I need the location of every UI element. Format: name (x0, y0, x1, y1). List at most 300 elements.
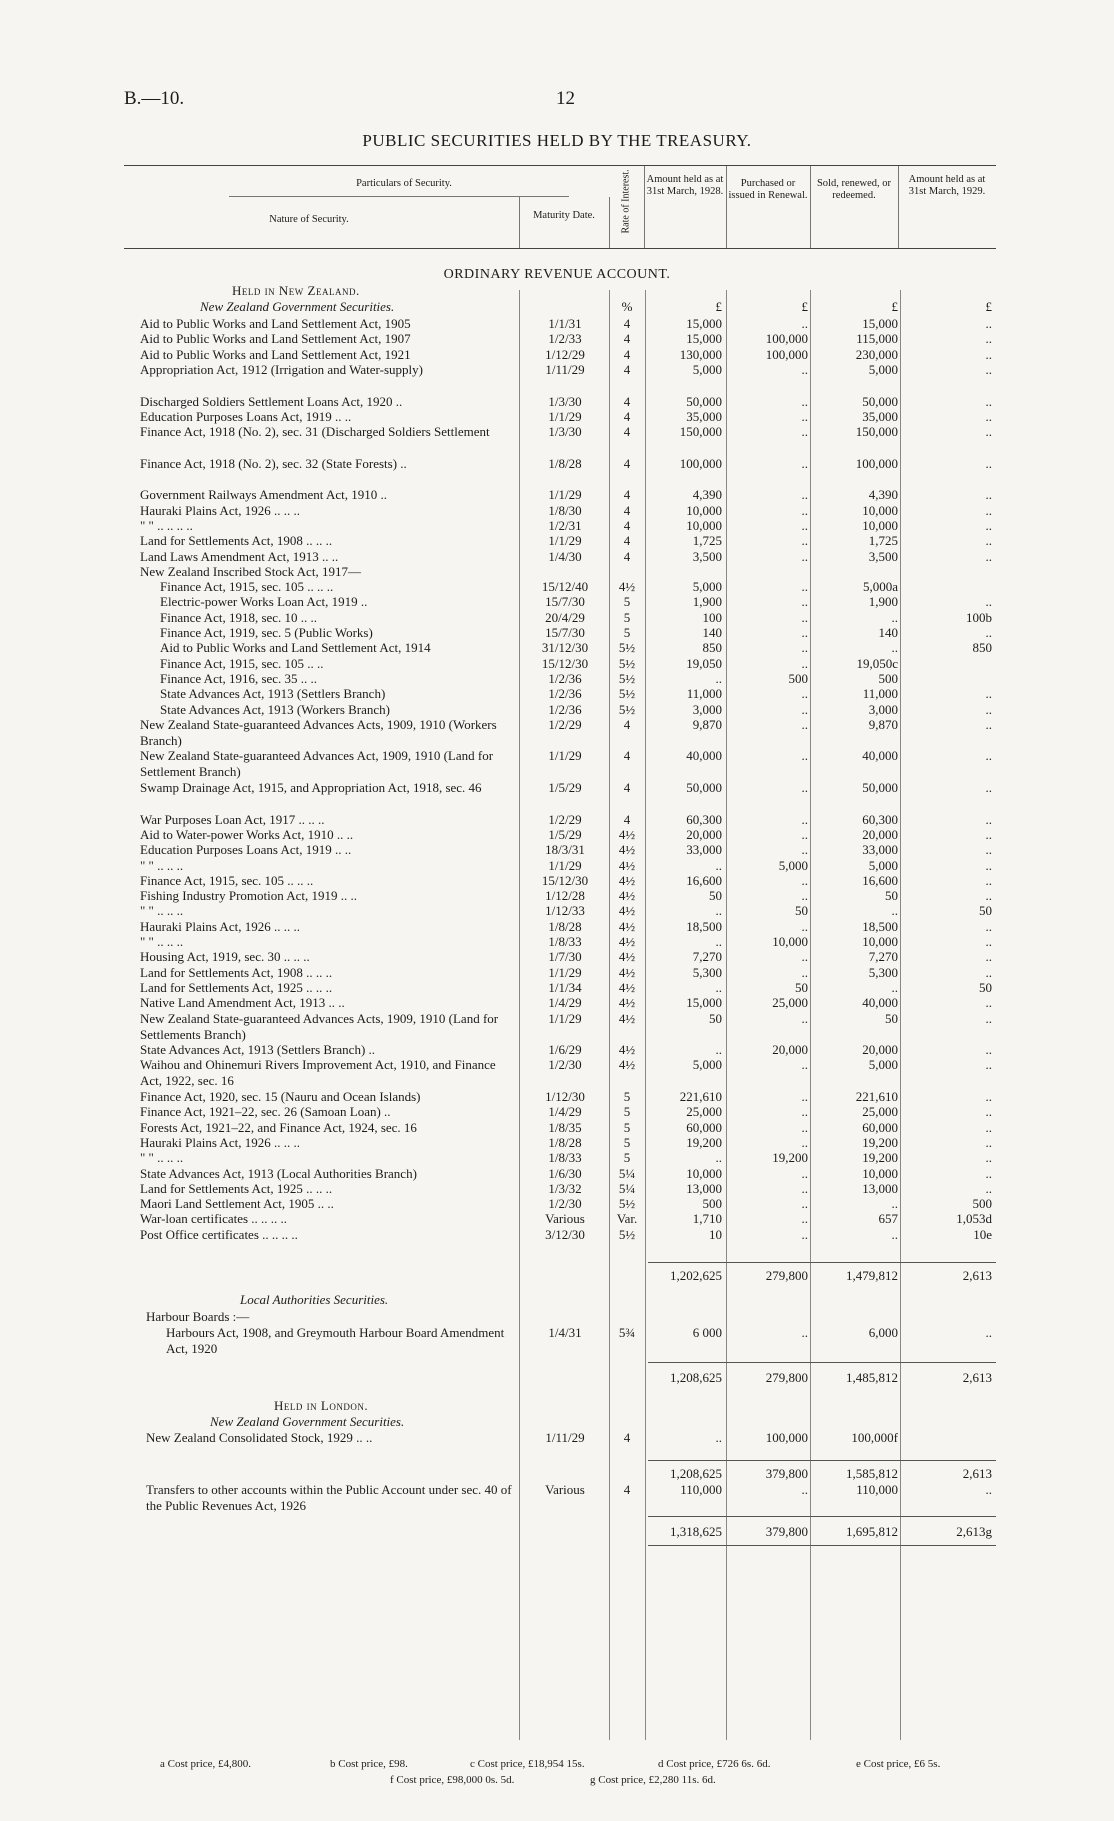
row-held-end: .. (985, 316, 992, 331)
row-rate: 4½ (618, 872, 636, 888)
row-maturity: 15/12/30 (541, 655, 589, 671)
row-purchased: .. (801, 748, 808, 764)
row-purchased: 50 (795, 903, 808, 919)
row-rate: 4 (623, 393, 631, 409)
row-sold: 20,000 (862, 1042, 898, 1058)
row-sold: 100,000f (851, 1430, 898, 1445)
row-maturity: 1/1/29 (548, 857, 582, 873)
row-maturity: 1/5/29 (548, 826, 582, 842)
row-maturity: 1/4/29 (548, 1104, 582, 1120)
row-rate: 4½ (618, 826, 636, 842)
row-held: 33,000 (686, 842, 722, 858)
row-name: Discharged Soldiers Settlement Loans Act, 1920 .. (140, 393, 403, 409)
unit-sold: £ (891, 299, 898, 314)
row-held: 15,000 (686, 316, 722, 331)
row-sold: 40,000 (862, 995, 898, 1011)
row-name: Finance Act, 1920, sec. 15 (Nauru and Ocean Islands) (140, 1089, 421, 1104)
row-rate: 5½ (618, 640, 636, 656)
row-name: Finance Act, 1915, sec. 105 .. .. .. (160, 579, 334, 595)
row-held: 60,300 (686, 811, 722, 827)
row-maturity: 1/12/30 (545, 1089, 585, 1104)
row-sold: 100,000 (855, 455, 898, 471)
row-maturity: 1/8/35 (548, 1119, 582, 1135)
row-sold: 50,000 (862, 393, 898, 409)
row-purchased: .. (801, 424, 808, 440)
row-held: 3,500 (692, 548, 722, 564)
row-maturity: 1/5/29 (548, 780, 582, 795)
row-held-end: .. (985, 686, 992, 702)
footnote-e: e Cost price, £6 5s. (856, 1758, 941, 1770)
header-sold: Sold, renewed, or redeemed. (816, 178, 892, 202)
row-name: " " .. .. .. (140, 857, 184, 873)
row-maturity: 20/4/29 (545, 609, 585, 625)
subtotal-held-end: 2,613 (962, 1466, 992, 1481)
row-purchased: 100,000 (765, 1430, 808, 1445)
row-name: Finance Act, 1918 (No. 2), sec. 32 (State Forests) .. (140, 455, 407, 471)
row-held-end: .. (985, 872, 992, 888)
row-held-end: .. (985, 1057, 992, 1073)
transfers-name: Transfers to other accounts within the Public Account under sec. 40 of the Public Revenues Act, 1926 (146, 1482, 512, 1513)
row-held: 19,200 (686, 1134, 722, 1150)
row-rate: 4 (623, 1482, 631, 1497)
row-maturity: 1/11/29 (545, 1430, 585, 1445)
subtotal-held: 1,202,625 (670, 1268, 722, 1283)
row-sold: 19,050c (856, 655, 898, 671)
row-held: 18,500 (686, 918, 722, 934)
row-held-end: .. (985, 361, 992, 377)
row-maturity: 1/3/30 (548, 424, 582, 440)
row-purchased: 5,000 (778, 857, 808, 873)
row-sold: .. (891, 1226, 898, 1242)
row-purchased: .. (801, 716, 808, 732)
row-held-end: .. (985, 701, 992, 717)
footnote-a: a Cost price, £4,800. (160, 1758, 252, 1770)
row-purchased: .. (801, 1057, 808, 1073)
column-rule (645, 290, 646, 1740)
row-purchased: .. (801, 1211, 808, 1227)
row-held: 35,000 (686, 408, 722, 424)
row-purchased: .. (801, 1482, 808, 1497)
row-name: New Zealand Consolidated Stock, 1929 .. .. (146, 1430, 373, 1445)
row-rate: 4 (623, 316, 631, 331)
total-held: 1,318,625 (670, 1524, 722, 1539)
row-rate: 5¼ (618, 1180, 636, 1196)
subtotal-held: 1,208,625 (670, 1370, 722, 1385)
row-purchased: .. (801, 625, 808, 640)
row-purchased: .. (801, 701, 808, 717)
row-rate: 5½ (618, 686, 636, 702)
row-purchased: .. (801, 888, 808, 904)
row-rate: 4½ (618, 1010, 636, 1026)
row-held-end: 10e (973, 1226, 992, 1242)
local-authorities-heading: Local Authorities Securities. (240, 1292, 389, 1307)
row-held: 19,050 (686, 655, 722, 671)
row-rate: 4½ (618, 1057, 636, 1073)
row-name: Harbours Act, 1908, and Greymouth Harbour Board Amendment Act, 1920 (166, 1325, 505, 1356)
row-purchased: .. (801, 548, 808, 564)
row-name: " " .. .. .. (140, 1150, 184, 1166)
row-sold: 140 (878, 625, 898, 640)
row-held-end: 1,053d (956, 1211, 992, 1227)
row-maturity: 1/1/29 (548, 408, 582, 424)
row-name: Aid to Water-power Works Act, 1910 .. .. (140, 826, 354, 842)
subtotal-purchased: 279,800 (765, 1268, 808, 1283)
row-held-end: .. (985, 1134, 992, 1150)
row-held-end: .. (985, 842, 992, 858)
row-rate: 4½ (618, 949, 636, 965)
row-sold: 18,500 (862, 918, 898, 934)
row-sold: 19,200 (862, 1134, 898, 1150)
row-rate: 4½ (618, 934, 636, 949)
row-rate: 4 (623, 346, 631, 362)
row-rate: 5¾ (618, 1325, 636, 1340)
row-held: .. (715, 1042, 722, 1058)
row-held-end: 50 (979, 903, 992, 919)
row-rate: 4 (623, 716, 631, 732)
row-held-end: .. (985, 424, 992, 440)
row-name: Finance Act, 1915, sec. 105 .. .. (160, 655, 324, 671)
row-rate: 4 (623, 408, 631, 424)
row-held: 10,000 (686, 1165, 722, 1181)
row-held-end: .. (985, 346, 992, 362)
row-held-end: .. (985, 1010, 992, 1026)
row-rate: 4 (623, 517, 631, 533)
row-name: Native Land Amendment Act, 1913 .. .. (140, 995, 345, 1011)
row-held: .. (715, 979, 722, 995)
row-maturity: 1/4/29 (548, 995, 582, 1011)
row-maturity: 1/8/28 (548, 455, 582, 471)
row-purchased: .. (801, 487, 808, 503)
row-held-end: .. (985, 1180, 992, 1196)
row-sold: 5,000 (868, 857, 898, 873)
row-held-end: .. (985, 1042, 992, 1058)
held-in-london-heading: Held in London. (274, 1398, 369, 1413)
row-rate: 5½ (618, 655, 636, 671)
header-rate: Rate of Interest. (620, 169, 632, 234)
row-sold: 115,000 (856, 331, 898, 347)
row-name: Housing Act, 1919, sec. 30 .. .. .. (140, 949, 310, 965)
row-name: Land for Settlements Act, 1925 .. .. .. (140, 1180, 333, 1196)
row-maturity: 1/12/29 (545, 346, 585, 362)
row-name: Finance Act, 1919, sec. 5 (Public Works) (160, 625, 373, 640)
row-maturity: 1/12/28 (545, 888, 585, 904)
row-sold: 3,500 (868, 548, 898, 564)
row-purchased: .. (801, 502, 808, 518)
row-sold: 20,000 (862, 826, 898, 842)
row-held-end: .. (985, 811, 992, 827)
row-name: Land for Settlements Act, 1908 .. .. .. (140, 964, 333, 980)
row-purchased: .. (801, 655, 808, 671)
row-maturity: 1/4/30 (548, 548, 582, 564)
row-held: 5,000 (692, 1057, 722, 1073)
row-held: 100,000 (679, 455, 722, 471)
row-rate: 5 (623, 1089, 631, 1104)
row-maturity: 1/12/33 (545, 903, 585, 919)
row-held: 1,725 (692, 533, 722, 549)
row-held-end: .. (985, 625, 992, 640)
row-rate: 5½ (618, 1196, 636, 1212)
row-maturity: 18/3/31 (545, 842, 585, 858)
row-name: Maori Land Settlement Act, 1905 .. .. (140, 1196, 334, 1212)
row-held-end: 50 (979, 979, 992, 995)
row-sold: 10,000 (862, 517, 898, 533)
row-held: 20,000 (686, 826, 722, 842)
row-sold: 35,000 (862, 408, 898, 424)
row-maturity: Various (545, 1482, 585, 1497)
row-name: Post Office certificates .. .. .. .. (140, 1226, 298, 1242)
row-name: Swamp Drainage Act, 1915, and Appropriation Act, 1918, sec. 46 (140, 780, 482, 795)
row-held-end: .. (985, 1482, 992, 1497)
row-name: Finance Act, 1921–22, sec. 26 (Samoan Loan) .. (140, 1104, 391, 1120)
row-rate: 5½ (618, 1226, 636, 1242)
row-name: Aid to Public Works and Land Settlement Act, 1905 (140, 316, 411, 331)
row-held: 16,600 (686, 872, 722, 888)
row-purchased: .. (801, 780, 808, 795)
row-rate: 5½ (618, 670, 636, 686)
row-purchased: .. (801, 1226, 808, 1242)
row-name: New Zealand State-guaranteed Advances Acts, 1909, 1910 (Land for Settlements Branch) (140, 1010, 499, 1042)
row-sold: 50,000 (862, 780, 898, 795)
subtotal-rule (648, 1460, 996, 1461)
section-title: ORDINARY REVENUE ACCOUNT. (443, 267, 671, 282)
row-maturity: 1/2/29 (548, 811, 582, 827)
row-held-end: .. (985, 918, 992, 934)
row-maturity: 1/8/28 (548, 1134, 582, 1150)
row-held-end: .. (985, 826, 992, 842)
row-rate: 4½ (618, 995, 636, 1011)
row-held: 500 (702, 1196, 722, 1212)
footnote-d: d Cost price, £726 6s. 6d. (658, 1758, 771, 1770)
row-maturity: 1/2/30 (548, 1057, 582, 1073)
row-held-end: .. (985, 857, 992, 873)
row-purchased: .. (801, 1196, 808, 1212)
row-held: 1,710 (692, 1211, 722, 1227)
row-name: Education Purposes Loans Act, 1919 .. .. (140, 842, 352, 858)
row-rate: 5 (623, 1134, 631, 1150)
row-name: Aid to Public Works and Land Settlement Act, 1907 (140, 331, 411, 347)
total-rule (648, 1516, 996, 1517)
subtotal-rule (648, 1362, 996, 1363)
total-held-end: 2,613g (956, 1524, 992, 1539)
row-sold: 10,000 (862, 934, 898, 949)
row-rate: 4½ (618, 979, 636, 995)
header-held-end: Amount held as at 31st March, 1929. (908, 174, 986, 198)
subtotal-sold: 1,479,812 (846, 1268, 898, 1283)
row-purchased: 100,000 (765, 331, 808, 347)
row-sold: 50 (885, 888, 898, 904)
row-sold: 7,270 (868, 949, 898, 965)
row-sold: 230,000 (855, 346, 898, 362)
row-sold: 9,870 (868, 716, 898, 732)
row-name: War-loan certificates .. .. .. .. (140, 1211, 288, 1227)
row-sold: 19,200 (862, 1150, 898, 1166)
row-rate: 4 (623, 455, 631, 471)
subtotal-rule (648, 1262, 996, 1263)
row-name: Hauraki Plains Act, 1926 .. .. .. (140, 1134, 300, 1150)
row-held: 50 (709, 888, 722, 904)
row-maturity: 1/4/31 (548, 1325, 582, 1340)
row-purchased: .. (801, 594, 808, 610)
row-maturity: 1/3/30 (548, 393, 582, 409)
row-maturity: 1/8/33 (548, 934, 582, 949)
row-sold: 5,000 (868, 1057, 898, 1073)
row-rate: 4 (623, 548, 631, 564)
row-name: New Zealand Inscribed Stock Act, 1917— (140, 563, 361, 579)
row-held-end: .. (985, 888, 992, 904)
held-in-nz-heading: Held in New Zealand. (232, 283, 360, 298)
row-held: 5,000 (692, 361, 722, 377)
row-purchased: .. (801, 408, 808, 424)
row-name: Land for Settlements Act, 1925 .. .. .. (140, 979, 333, 995)
row-purchased: 10,000 (772, 934, 808, 949)
row-name: New Zealand State-guaranteed Advances Acts, 1909, 1910 (Workers Branch) (140, 716, 497, 748)
unit-held: £ (715, 299, 722, 314)
row-purchased: .. (801, 949, 808, 965)
row-held-end: .. (985, 548, 992, 564)
row-maturity: 15/12/40 (541, 579, 589, 595)
row-maturity: 1/2/33 (548, 331, 582, 347)
row-held-end: .. (985, 455, 992, 471)
row-rate: 4½ (618, 964, 636, 980)
row-maturity: 1/1/34 (548, 979, 582, 995)
row-sold: 10,000 (862, 1165, 898, 1181)
row-held-end: .. (985, 1104, 992, 1120)
row-rate: 4 (623, 331, 631, 347)
page-number: 12 (556, 88, 575, 109)
row-purchased: .. (801, 964, 808, 980)
row-rate: 4½ (618, 903, 636, 919)
row-rate: 4½ (618, 1042, 636, 1058)
subtotal-sold: 1,485,812 (846, 1370, 898, 1385)
subtotal-held-end: 2,613 (962, 1370, 992, 1385)
row-held: 5,300 (692, 964, 722, 980)
row-rate: 4½ (618, 579, 636, 595)
row-held: 13,000 (686, 1180, 722, 1196)
row-maturity: 31/12/30 (541, 640, 589, 656)
row-name: State Advances Act, 1913 (Settlers Branch) (160, 686, 386, 702)
row-maturity: 1/2/29 (548, 716, 582, 732)
row-maturity: 1/1/29 (548, 533, 582, 549)
row-purchased: .. (801, 316, 808, 331)
row-held: 7,270 (692, 949, 722, 965)
row-name: State Advances Act, 1913 (Local Authorities Branch) (140, 1165, 417, 1181)
row-sold: 5,000 (868, 361, 898, 377)
row-rate: 4½ (618, 918, 636, 934)
row-held: 10,000 (686, 517, 722, 533)
row-sold: 50 (885, 1010, 898, 1026)
row-held: 100 (702, 609, 722, 625)
row-rate: 5 (623, 1104, 631, 1120)
row-purchased: 100,000 (765, 346, 808, 362)
row-sold: 1,725 (868, 533, 898, 549)
row-name: Land Laws Amendment Act, 1913 .. .. (140, 548, 339, 564)
row-maturity: 1/11/29 (545, 361, 585, 377)
row-name: " " .. .. .. (140, 934, 184, 949)
row-rate: 4 (623, 748, 631, 764)
row-rate: 4½ (618, 842, 636, 858)
row-held: 3,000 (692, 701, 722, 717)
row-name: " " .. .. .. (140, 903, 184, 919)
row-sold: .. (891, 640, 898, 656)
page-id: B.—10. (124, 88, 185, 109)
footnote-c: c Cost price, £18,954 15s. (470, 1758, 585, 1770)
row-purchased: .. (801, 686, 808, 702)
row-rate: 5 (623, 625, 631, 640)
row-held-end: .. (985, 748, 992, 764)
row-sold: 11,000 (862, 686, 898, 702)
row-purchased: .. (801, 918, 808, 934)
row-held-end: .. (985, 934, 992, 949)
row-rate: 4 (623, 361, 631, 377)
row-held-end: .. (985, 780, 992, 795)
row-held-end: .. (985, 533, 992, 549)
row-sold: 1,900 (868, 594, 898, 610)
row-sold: .. (891, 1196, 898, 1212)
unit-rate: % (621, 299, 633, 314)
row-rate: 5½ (618, 701, 636, 717)
row-purchased: .. (801, 872, 808, 888)
row-purchased: 500 (788, 670, 808, 686)
row-name: Electric-power Works Loan Act, 1919 .. (160, 594, 368, 610)
footnote-b: b Cost price, £98. (330, 1758, 408, 1770)
row-maturity: 1/1/31 (548, 316, 582, 331)
subtotal-held: 1,208,625 (670, 1466, 722, 1481)
row-maturity: 1/2/36 (548, 701, 582, 717)
row-held: 6 000 (692, 1325, 722, 1340)
row-purchased: .. (801, 393, 808, 409)
row-held: 9,870 (692, 716, 722, 732)
row-name: Finance Act, 1918, sec. 10 .. .. (160, 609, 318, 625)
row-held-end: .. (985, 1119, 992, 1135)
total-purchased: 379,800 (765, 1524, 808, 1539)
row-rate: 4 (623, 1430, 631, 1445)
row-sold: 60,000 (862, 1119, 898, 1135)
unit-purchased: £ (801, 299, 808, 314)
row-held-end: .. (985, 594, 992, 610)
row-maturity: 1/7/30 (548, 949, 582, 965)
column-rule (900, 290, 901, 1740)
row-held: 11,000 (686, 686, 722, 702)
row-sold: 5,000a (862, 579, 898, 595)
row-name: Hauraki Plains Act, 1926 .. .. .. (140, 918, 300, 934)
subtotal-purchased: 279,800 (765, 1370, 808, 1385)
row-held-end: .. (985, 949, 992, 965)
row-sold: .. (891, 609, 898, 625)
london-gov-securities-heading: New Zealand Government Securities. (210, 1414, 405, 1429)
row-held: 140 (702, 625, 722, 640)
row-sold: 657 (878, 1211, 898, 1227)
row-rate: 4½ (618, 888, 636, 904)
row-held-end: .. (985, 1325, 992, 1340)
row-held-end: 100b (966, 609, 992, 625)
row-maturity: 1/2/36 (548, 670, 582, 686)
row-held-end: .. (985, 995, 992, 1011)
row-sold: 25,000 (862, 1104, 898, 1120)
row-held: 5,000 (692, 579, 722, 595)
total-underline (648, 1545, 996, 1546)
row-name: " " .. .. .. .. (140, 517, 193, 533)
row-maturity: 1/2/31 (548, 517, 582, 533)
nz-gov-securities-heading: New Zealand Government Securities. (200, 299, 395, 314)
row-held: 10,000 (686, 502, 722, 518)
row-sold: .. (891, 979, 898, 995)
row-purchased: .. (801, 579, 808, 595)
row-held: 1,900 (692, 594, 722, 610)
row-rate: Var. (616, 1211, 638, 1227)
row-name: Aid to Public Works and Land Settlement Act, 1914 (160, 640, 431, 656)
row-name: Waihou and Ohinemuri Rivers Improvement Act, 1910, and Finance Act, 1922, sec. 16 (140, 1057, 496, 1089)
row-maturity: 15/7/30 (545, 625, 585, 640)
